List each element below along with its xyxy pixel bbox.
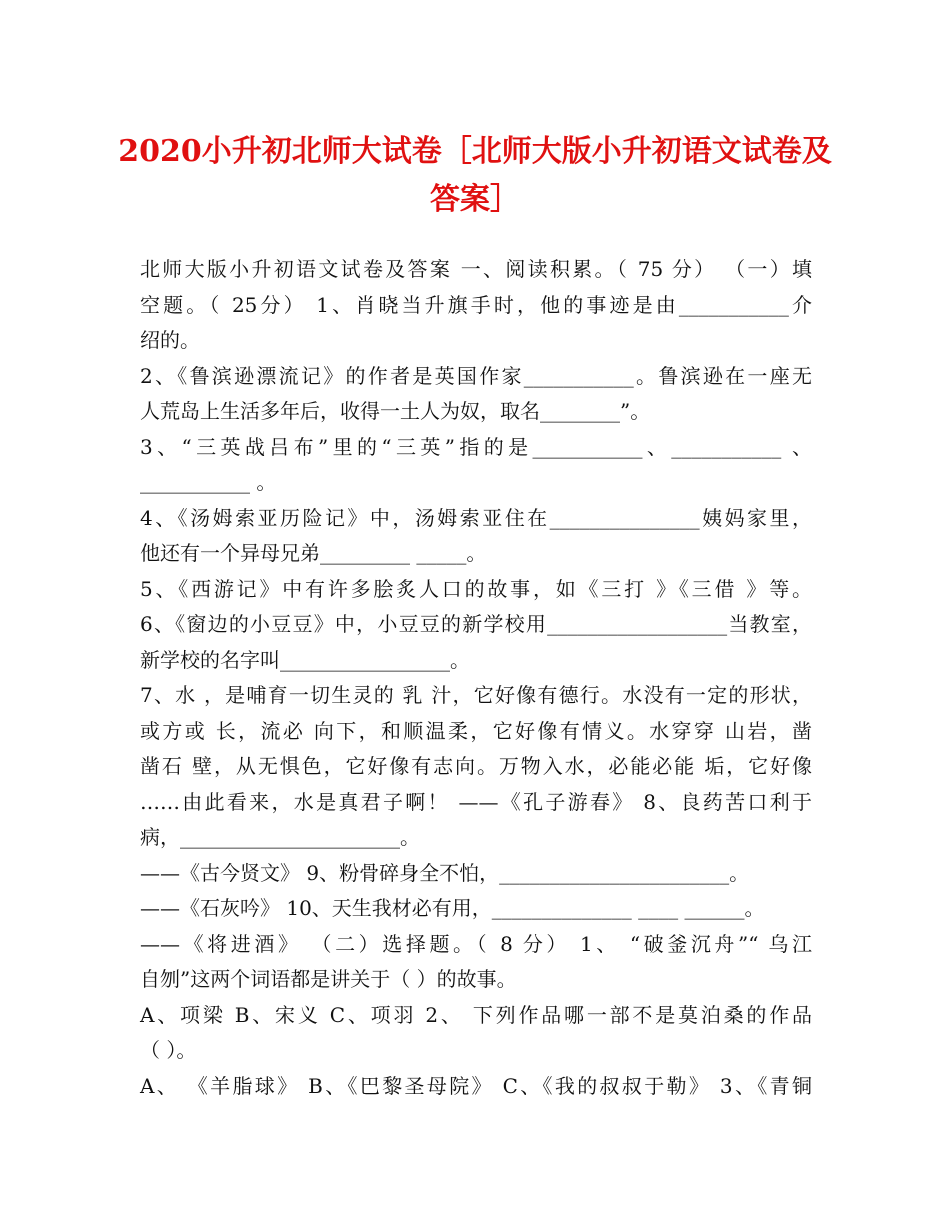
body-line: 他还有一个异母兄弟_________ _____。 [140,541,487,565]
body-line: 或方或 长，流必 向下，和顺温柔，它好像有情义。水穿穿 山岩，凿 [140,718,812,743]
document-title-line-2: 答案］ [430,182,520,217]
body-line: 绍的。 [140,328,200,352]
body-line: 2、《鲁滨逊漂流记》的作者是英国作家___________。鲁滨逊在一座无 [140,363,812,388]
body-line: ___________ 。 [140,470,277,494]
body-line: 空题。（ 25分） 1、肖晓当升旗手时，他的事迹是由___________介 [140,292,812,317]
body-line: （ ）。 [140,1038,197,1062]
body-line: 3、“三英战吕布”里的“三英”指的是___________、___________ 、 [140,434,812,459]
body-line: 病，______________________。 [140,825,420,849]
body-line: ——《将进酒》 （二）选择题。（ 8 分） 1、 “破釜沉舟”“ 乌江 [140,931,812,956]
body-line: ——《石灰吟》 10、天生我材必有用，______________ ____ ______。 [140,896,765,920]
body-line: 4、《汤姆索亚历险记》中，汤姆索亚住在_______________姨妈家里， [140,505,812,530]
document-body [140,252,812,1104]
body-line: 6、《窗边的小豆豆》中，小豆豆的新学校用__________________当教室， [140,612,812,636]
body-line: 新学校的名字叫_________________。 [140,647,470,672]
body-line: 人荒岛上生活多年后，收得一土人为奴，取名________”。 [140,399,651,423]
body-line: A、 《羊脂球》 B、《巴黎圣母院》 C、《我的叔叔于勒》 3、《青铜 [140,1073,812,1098]
body-line: 自刎”这两个词语都是讲关于（ ）的故事。 [140,967,517,991]
body-line: 7、水 ，是哺育一切生灵的 乳 汁，它好像有德行。水没有一定的形状， [140,683,812,707]
body-line: 北师大版小升初语文试卷及答案 一、阅读积累。（ 75 分） （一）填 [140,257,812,281]
body-line: A、项梁 B、宋义 C、项羽 2、 下列作品哪一部不是莫泊桑的作品 [140,1002,812,1027]
body-line: ——《古今贤文》 9、粉骨碎身全不怕，_______________________。 [140,860,750,885]
document-title-line-1: 2020小升初北师大试卷［北师大版小升初语文试卷及 [118,134,832,169]
body-line: 凿石 壁，从无惧色，它好像有志向。万物入水，必能必能 垢，它好像 [140,754,812,778]
body-line: 5、《西游记》中有许多脍炙人口的故事，如《三打 》《三借 》等。 [140,576,812,601]
body-line: ……由此看来，水是真君子啊！ ——《孔子游春》 8、良药苦口利于 [140,789,812,814]
